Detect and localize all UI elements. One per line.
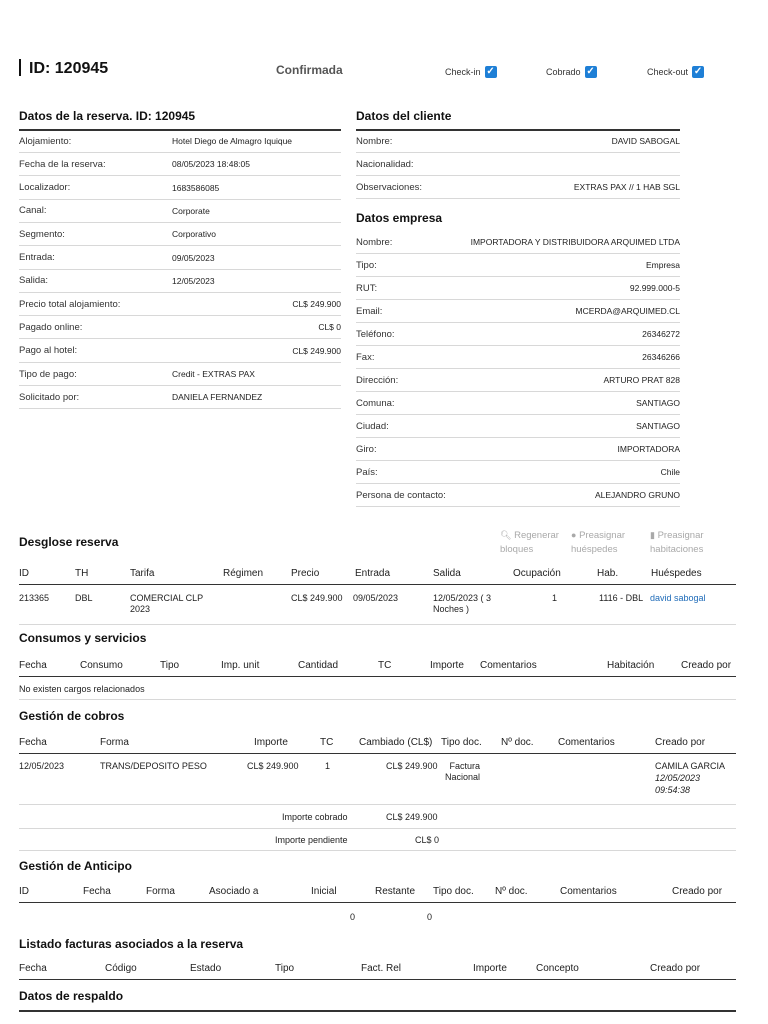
cell-precio: CL$ 249.900 (291, 593, 343, 603)
preasignar-huespedes-button[interactable] (571, 528, 625, 557)
detail-label: Tipo: (356, 259, 377, 271)
detail-value: 1683586085 (172, 182, 220, 193)
regen-label-2: bloques (500, 544, 534, 555)
cell-tc: 1 (325, 761, 331, 771)
col-creado-por: Creado por (650, 963, 701, 974)
col-imp-unit: Imp. unit (221, 660, 260, 671)
col-fecha: Fecha (83, 886, 111, 897)
building-icon: ▮ (650, 530, 655, 540)
col-tc: TC (320, 737, 334, 748)
col-importe: Importe (254, 737, 288, 748)
divider (19, 1010, 736, 1012)
cell-creado-fecha: 12/05/2023 (655, 773, 701, 783)
detail-row (356, 438, 680, 461)
preasignar-habitaciones-button[interactable] (650, 528, 704, 557)
detail-label: Alojamiento: (19, 135, 72, 147)
preasig-h-label-1: Preasignar (579, 530, 626, 541)
detail-value: 09/05/2023 (172, 252, 215, 263)
detail-row (19, 316, 341, 339)
preasig-hab-label-2: habitaciones (650, 544, 704, 555)
detail-row (356, 254, 680, 277)
cell-creado: CAMILA GARCIA (655, 761, 726, 771)
col-creado-por: Creado por (672, 886, 723, 897)
col-importe: Importe (430, 660, 464, 671)
detail-label: Precio total alojamiento: (19, 298, 121, 310)
anticipo-restante: 0 (427, 912, 433, 922)
checkmark-icon[interactable]: ✓ (486, 66, 495, 77)
table-row (19, 588, 736, 624)
col-tc: TC (378, 660, 392, 671)
col-fact-rel: Fact. Rel (361, 963, 402, 974)
detail-label: Nombre: (356, 236, 393, 248)
facturas-table-header (19, 958, 736, 980)
detail-label: Email: (356, 305, 383, 317)
detail-label: Segmento: (19, 228, 65, 240)
col-fecha: Fecha (19, 737, 47, 748)
detail-label: Salida: (19, 275, 49, 287)
col-comentarios: Comentarios (480, 660, 537, 671)
detail-label: País: (356, 466, 378, 478)
empty-message: No existen cargos relacionados (19, 684, 145, 694)
col-precio: Precio (291, 568, 320, 579)
detail-value: 12/05/2023 (172, 275, 215, 286)
cobrado-check[interactable] (546, 66, 597, 78)
divider (19, 624, 736, 625)
anticipo-section-title: Gestión de Anticipo (19, 859, 132, 873)
col-creado-por: Creado por (681, 660, 732, 671)
cobros-section-title: Gestión de cobros (19, 709, 125, 723)
detail-value: Credit - EXTRAS PAX (172, 369, 255, 379)
col-tipo-doc: Tipo doc. (433, 886, 474, 897)
col-huespedes: Huéspedes (651, 568, 702, 579)
detail-row (356, 153, 680, 176)
detail-value: Corporativo (172, 229, 216, 240)
user-icon: ● (571, 530, 577, 540)
detail-row (19, 247, 341, 270)
detail-value: CL$ 0 (318, 322, 341, 333)
cell-entrada: 09/05/2023 (353, 593, 399, 603)
col-n-doc: Nº doc. (501, 737, 534, 748)
col-hab: Hab. (597, 568, 619, 579)
cell-tipo-doc: Factura Nacional (444, 761, 480, 782)
detail-row (356, 130, 680, 153)
detail-value: 92.999.000-5 (629, 283, 680, 293)
cell-creado-hora: 09:54:38 (655, 785, 691, 795)
reservation-id-title (19, 59, 108, 78)
desglose-table-header (19, 563, 736, 585)
detail-value: Empresa (645, 260, 680, 270)
col-cambiado: Cambiado (CL$) (359, 737, 433, 748)
importe-cobrado-value: CL$ 249.900 (386, 812, 438, 822)
cell-hab: 1116 - DBL (599, 593, 644, 603)
detail-label: Pago al hotel: (19, 345, 78, 357)
detail-label: Persona de contacto: (356, 489, 446, 501)
detail-row (356, 346, 680, 369)
col-forma: Forma (146, 886, 175, 897)
reserva-section-title: Datos de la reserva. ID: 120945 (19, 109, 196, 123)
consumos-table-header (19, 655, 736, 677)
col-ocupacion: Ocupación (513, 568, 561, 579)
detail-value: Hotel Diego de Almagro Iquique (172, 136, 293, 146)
col-tipo: Tipo (275, 963, 295, 974)
detail-row (19, 223, 341, 246)
divider (19, 828, 736, 829)
detail-row (356, 176, 680, 199)
detail-value: 26346272 (642, 329, 680, 339)
cell-importe: CL$ 249.900 (247, 761, 299, 771)
detail-row (19, 153, 341, 176)
detail-row (356, 461, 680, 484)
col-id: ID (19, 568, 29, 579)
col-th: TH (75, 568, 89, 579)
col-salida: Salida (433, 568, 461, 579)
detail-row (19, 386, 341, 409)
checkmark-icon[interactable]: ✓ (586, 66, 595, 77)
detail-label: Fecha de la reserva: (19, 158, 106, 170)
detail-label: Canal: (19, 205, 47, 217)
regenerar-bloques-button[interactable] (500, 528, 559, 557)
respaldo-section-title: Datos de respaldo (19, 989, 124, 1003)
detail-value: CL$ 249.900 (292, 345, 341, 356)
cobros-table-header (19, 732, 736, 754)
cell-fecha: 12/05/2023 (19, 761, 65, 771)
divider (19, 699, 736, 700)
search-icon: 🔍︎ (500, 530, 512, 540)
detail-row (19, 270, 341, 293)
empresa-section-title: Datos empresa (356, 211, 443, 225)
checkout-label: Check-out (647, 67, 689, 77)
col-comentarios: Comentarios (560, 886, 617, 897)
detail-row (19, 340, 341, 363)
detail-label: Tipo de pago: (19, 368, 77, 380)
col-fecha: Fecha (19, 963, 47, 974)
detail-value: Corporate (172, 205, 210, 216)
divider (19, 804, 736, 805)
detail-row (356, 484, 680, 507)
cobrado-label: Cobrado (546, 67, 581, 77)
detail-value: DANIELA FERNANDEZ (172, 392, 263, 403)
detail-label: Giro: (356, 443, 377, 455)
reservation-id-text: ID: 120945 (29, 60, 109, 77)
checkout-check[interactable] (647, 66, 704, 78)
detail-row (356, 323, 680, 346)
detail-label: Nombre: (356, 135, 393, 147)
detail-label: Comuna: (356, 397, 395, 409)
detail-row (356, 277, 680, 300)
detail-row (19, 293, 341, 316)
col-estado: Estado (190, 963, 222, 974)
col-consumo: Consumo (80, 660, 123, 671)
detail-value: ALEJANDRO GRUNO (594, 490, 680, 500)
anticipo-table-header (19, 881, 736, 903)
detail-row (19, 177, 341, 200)
col-forma: Forma (100, 737, 129, 748)
cell-tarifa: COMERCIAL CLP 2023 (130, 593, 204, 614)
col-creado-por: Creado por (655, 737, 706, 748)
detail-value: SANTIAGO (636, 421, 680, 431)
detail-value: ARTURO PRAT 828 (603, 375, 680, 385)
col-codigo: Código (105, 963, 137, 974)
status-badge: Confirmada (276, 63, 343, 77)
importe-pendiente-value: CL$ 0 (415, 835, 440, 845)
detail-value: EXTRAS PAX // 1 HAB SGL (573, 182, 680, 192)
col-fecha: Fecha (19, 660, 47, 671)
detail-label: Dirección: (356, 374, 399, 386)
checkin-label: Check-in (445, 67, 481, 77)
divider (19, 850, 736, 851)
detail-row (356, 369, 680, 392)
cell-salida: 12/05/2023 ( 3 Noches ) (433, 593, 492, 614)
detail-value: MCERDA@ARQUIMED.CL (575, 306, 680, 316)
detail-label: Teléfono: (356, 328, 395, 340)
col-habitacion: Habitación (607, 660, 655, 671)
col-inicial: Inicial (311, 886, 337, 897)
detail-value: IMPORTADORA Y DISTRIBUIDORA ARQUIMED LTDA (470, 237, 680, 247)
cell-id: 213365 (19, 593, 50, 603)
cell-cambiado: CL$ 249.900 (386, 761, 438, 771)
detail-label: Entrada: (19, 252, 55, 263)
regen-label-1: Regenerar (514, 530, 559, 541)
col-concepto: Concepto (536, 963, 579, 974)
col-asociado: Asociado a (209, 886, 259, 897)
detail-row (356, 415, 680, 438)
importe-cobrado-label: Importe cobrado (282, 812, 348, 822)
col-tipo: Tipo (160, 660, 180, 671)
col-id: ID (19, 886, 29, 897)
detail-value: SANTIAGO (636, 398, 680, 408)
col-tipo-doc: Tipo doc. (441, 737, 482, 748)
col-entrada: Entrada (355, 568, 391, 579)
detail-row (19, 363, 341, 386)
checkin-check[interactable] (445, 66, 497, 78)
cell-forma: TRANS/DEPOSITO PESO (100, 761, 207, 771)
detail-value: Chile (660, 467, 680, 477)
cell-ocupacion: 1 (552, 593, 558, 603)
facturas-section-title: Listado facturas asociados a la reserva (19, 937, 244, 951)
col-restante: Restante (375, 886, 416, 897)
detail-row (356, 231, 680, 254)
detail-label: Localizador: (19, 182, 71, 194)
detail-row (19, 130, 341, 153)
detail-row (356, 300, 680, 323)
preasig-hab-label-1: Preasignar (657, 530, 704, 541)
detail-label: Nacionalidad: (356, 158, 414, 170)
col-n-doc: Nº doc. (495, 886, 528, 897)
col-comentarios: Comentarios (558, 737, 615, 748)
anticipo-inicial: 0 (350, 912, 356, 922)
cliente-section-title: Datos del cliente (356, 109, 452, 123)
col-tarifa: Tarifa (130, 568, 155, 579)
col-cantidad: Cantidad (298, 660, 339, 671)
col-importe: Importe (473, 963, 507, 974)
desglose-section-title: Desglose reserva (19, 535, 119, 549)
detail-value: DAVID SABOGAL (611, 136, 680, 146)
guest-link[interactable]: david sabogal (650, 593, 706, 603)
preasig-h-label-2: huéspedes (571, 544, 618, 555)
importe-pendiente-label: Importe pendiente (275, 835, 348, 845)
detail-row (19, 200, 341, 223)
detail-label: RUT: (356, 282, 378, 294)
detail-value: CL$ 249.900 (292, 299, 341, 310)
detail-value: 26346266 (642, 352, 680, 362)
detail-label: Ciudad: (356, 420, 389, 432)
detail-value: IMPORTADORA (617, 444, 680, 454)
cell-th: DBL (75, 593, 93, 603)
consumos-section-title: Consumos y servicios (19, 631, 147, 645)
col-regimen: Régimen (223, 568, 264, 579)
detail-label: Pagado online: (19, 321, 83, 333)
detail-label: Observaciones: (356, 181, 423, 193)
detail-row (356, 392, 680, 415)
checkmark-icon[interactable]: ✓ (693, 66, 703, 77)
detail-label: Solicitado por: (19, 391, 80, 403)
detail-value: 08/05/2023 18:48:05 (172, 159, 250, 170)
table-row (19, 756, 736, 806)
detail-label: Fax: (356, 351, 375, 363)
